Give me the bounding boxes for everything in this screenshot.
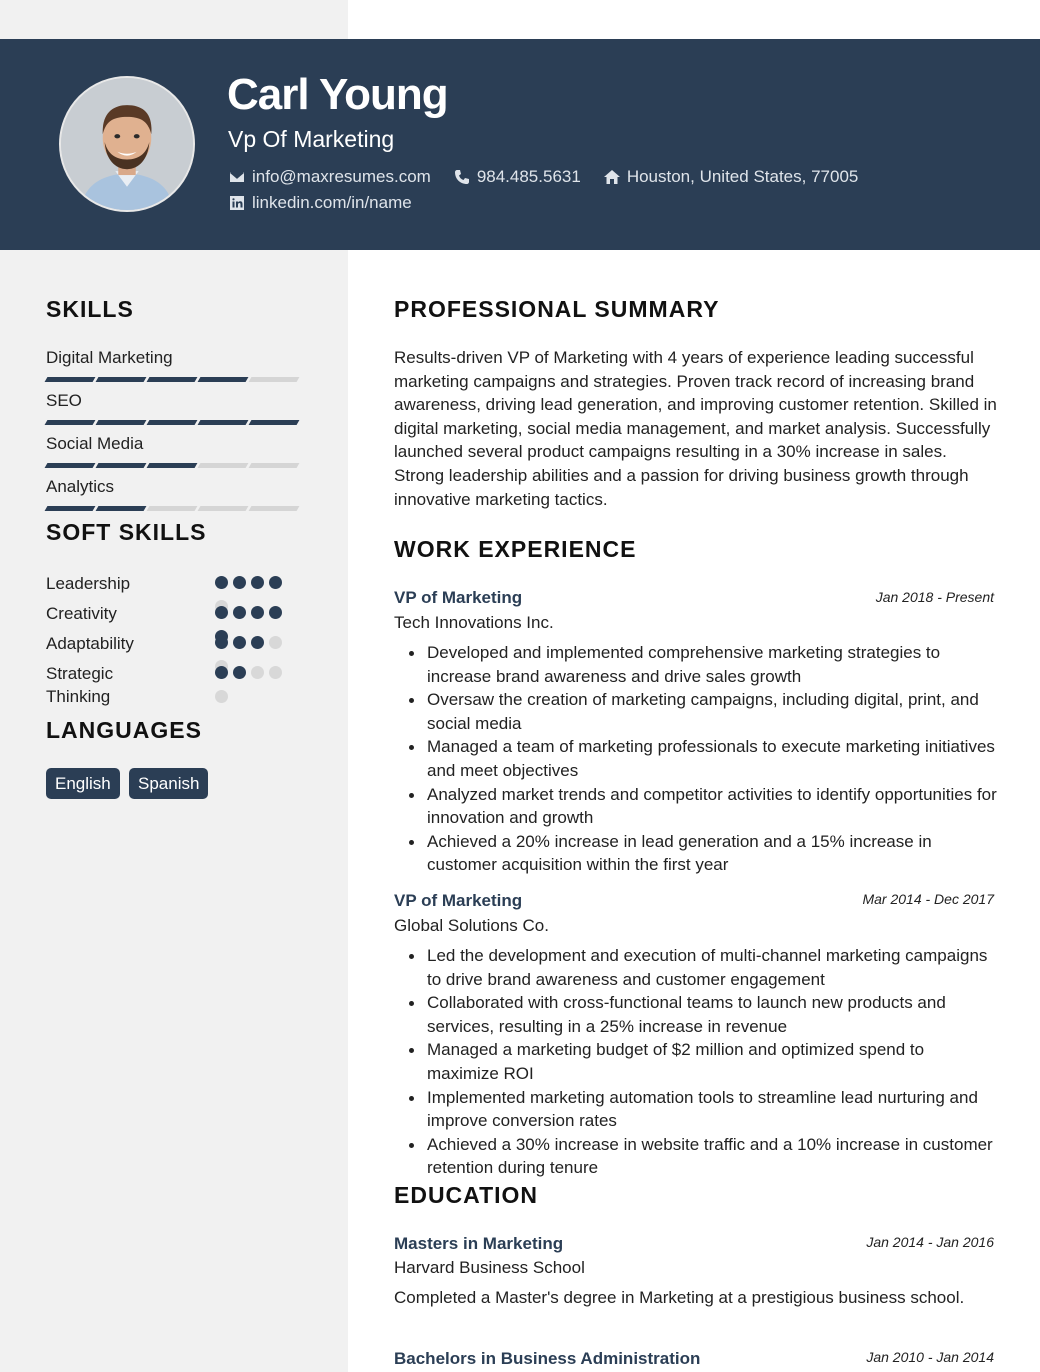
skill-level-segment [45,420,96,425]
rating-dot [215,576,228,589]
experience-heading: WORK EXPERIENCE [394,536,637,562]
rating-dot [251,666,264,679]
school-name: Harvard Business School [394,1258,585,1277]
envelope-icon [228,168,246,186]
list-item: Oversaw the creation of marketing campaigns, including digital, print, and social media [406,688,1000,735]
skill-level-segment [147,420,198,425]
soft-skill-label: Strategic Thinking [46,664,114,706]
list-item: Managed a marketing budget of $2 million and optimized spend to maximize ROI [406,1038,1000,1085]
rating-dot [233,636,246,649]
skill-level-segment [249,463,300,468]
avatar [59,76,195,212]
list-item: Analyzed market trends and competitor activities to identify opportunities for innovation and growth [406,783,1000,830]
contact-phone[interactable] [453,167,581,187]
skill-level-segment [147,377,198,382]
skills-heading: SKILLS [46,296,134,322]
skill-level-segment [45,377,96,382]
skill-label: SEO [46,391,82,410]
skill-level-segment [96,420,147,425]
skill-level-segment [198,463,249,468]
skill-bar [46,463,301,468]
contact-email[interactable] [228,167,431,187]
contact-linkedin[interactable] [228,193,412,213]
skill-bar [46,377,301,382]
linkedin-icon [228,194,246,212]
rating-dot [269,636,282,649]
skill-level-segment [45,506,96,511]
job-bullets [406,944,1000,1180]
home-icon [603,168,621,186]
skill-bar [46,506,301,511]
rating-dot [269,666,282,679]
candidate-title: Vp Of Marketing [228,126,395,152]
degree-title: Bachelors in Business Administration [394,1349,701,1368]
skill-level-segment [249,377,300,382]
education-heading: EDUCATION [394,1182,539,1208]
contact-row-2 [228,193,434,213]
degree-title: Masters in Marketing [394,1234,564,1253]
list-item: Managed a team of marketing professionals to execute marketing initiatives and meet objectives [406,735,1000,782]
rating-dot [251,576,264,589]
soft-skill-label: Creativity [46,604,117,623]
languages-heading: LANGUAGES [46,717,202,743]
location-text: Houston, United States, 77005 [626,167,859,186]
education-dates: Jan 2014 - Jan 2016 [866,1234,994,1250]
skill-level-segment [45,463,96,468]
rating-dot [233,666,246,679]
soft-skills-heading: SOFT SKILLS [46,519,207,545]
rating-dot [215,666,228,679]
skill-level-segment [198,377,249,382]
soft-skill-dots [215,606,287,619]
job-dates: Jan 2018 - Present [875,589,994,605]
skill-level-segment [249,420,300,425]
list-item: Led the development and execution of multi-channel marketing campaigns to drive brand awareness and customer engagement [406,944,1000,991]
education-description: Completed a Master's degree in Marketing at a prestigious business school. [394,1288,965,1307]
list-item: Developed and implemented comprehensive marketing strategies to increase brand awareness and drive sales growth [406,641,1000,688]
language-tag: Spanish [129,768,208,799]
list-item: Collaborated with cross-functional teams to launch new products and services, resulting in a 25% increase in revenue [406,991,1000,1038]
job-dates: Mar 2014 - Dec 2017 [862,891,994,907]
skill-level-segment [249,506,300,511]
job-company: Tech Innovations Inc. [394,613,554,632]
email-text: info@maxresumes.com [252,167,431,186]
skill-level-segment [96,463,147,468]
soft-skill-label: Adaptability [46,634,134,653]
skill-level-segment [147,463,198,468]
rating-dot [269,576,282,589]
rating-dot [233,576,246,589]
job-bullets [406,641,1000,877]
linkedin-text: linkedin.com/in/name [252,193,412,212]
rating-dot [251,636,264,649]
candidate-name: Carl Young [227,70,448,119]
skill-level-segment [198,506,249,511]
rating-dot [251,606,264,619]
resume-header [0,39,1040,250]
skill-level-segment [96,377,147,382]
skill-level-segment [147,506,198,511]
skill-label: Analytics [46,477,115,496]
rating-dot [269,606,282,619]
rating-dot [233,606,246,619]
phone-text: 984.485.5631 [476,167,581,186]
list-item: Achieved a 20% increase in lead generation and a 15% increase in customer acquisition within the first year [406,830,1000,877]
skill-level-segment [198,420,249,425]
job-title: VP of Marketing [394,588,523,607]
job-title: VP of Marketing [394,891,523,910]
rating-dot [215,606,228,619]
skill-label: Digital Marketing [46,348,173,367]
skill-label: Social Media [46,434,144,453]
skill-level-segment [96,506,147,511]
avatar-portrait [61,78,193,210]
list-item: Achieved a 30% increase in website traffic and a 10% increase in customer retention during tenure [406,1133,1000,1180]
summary-text: Results-driven VP of Marketing with 4 years of experience leading successful marketing campaigns and strategies. Proven track record of increasing brand awareness, driving lead generation, and improving customer retention. Skilled in digital marketing, social media management, and market analysis. Successfully launched several product campaigns resulting in a 30% increase in sales. Strong leadership abilities and a passion for driving business growth through innovative marketing tactics. [394,348,997,509]
rating-dot [215,690,228,703]
rating-dot [215,636,228,649]
phone-icon [453,168,471,186]
summary-heading: PROFESSIONAL SUMMARY [394,296,720,322]
job-company: Global Solutions Co. [394,916,549,935]
soft-skill-dots [215,576,287,589]
soft-skill-label: Leadership [46,574,131,593]
education-dates: Jan 2010 - Jan 2014 [866,1349,994,1365]
language-tag: English [46,768,120,799]
contact-row [228,167,880,187]
contact-location [603,167,859,187]
skill-bar [46,420,301,425]
list-item: Implemented marketing automation tools to streamline lead nurturing and improve conversion rates [406,1086,1000,1133]
soft-skill-dots [215,636,287,649]
soft-skill-dots [215,666,287,679]
